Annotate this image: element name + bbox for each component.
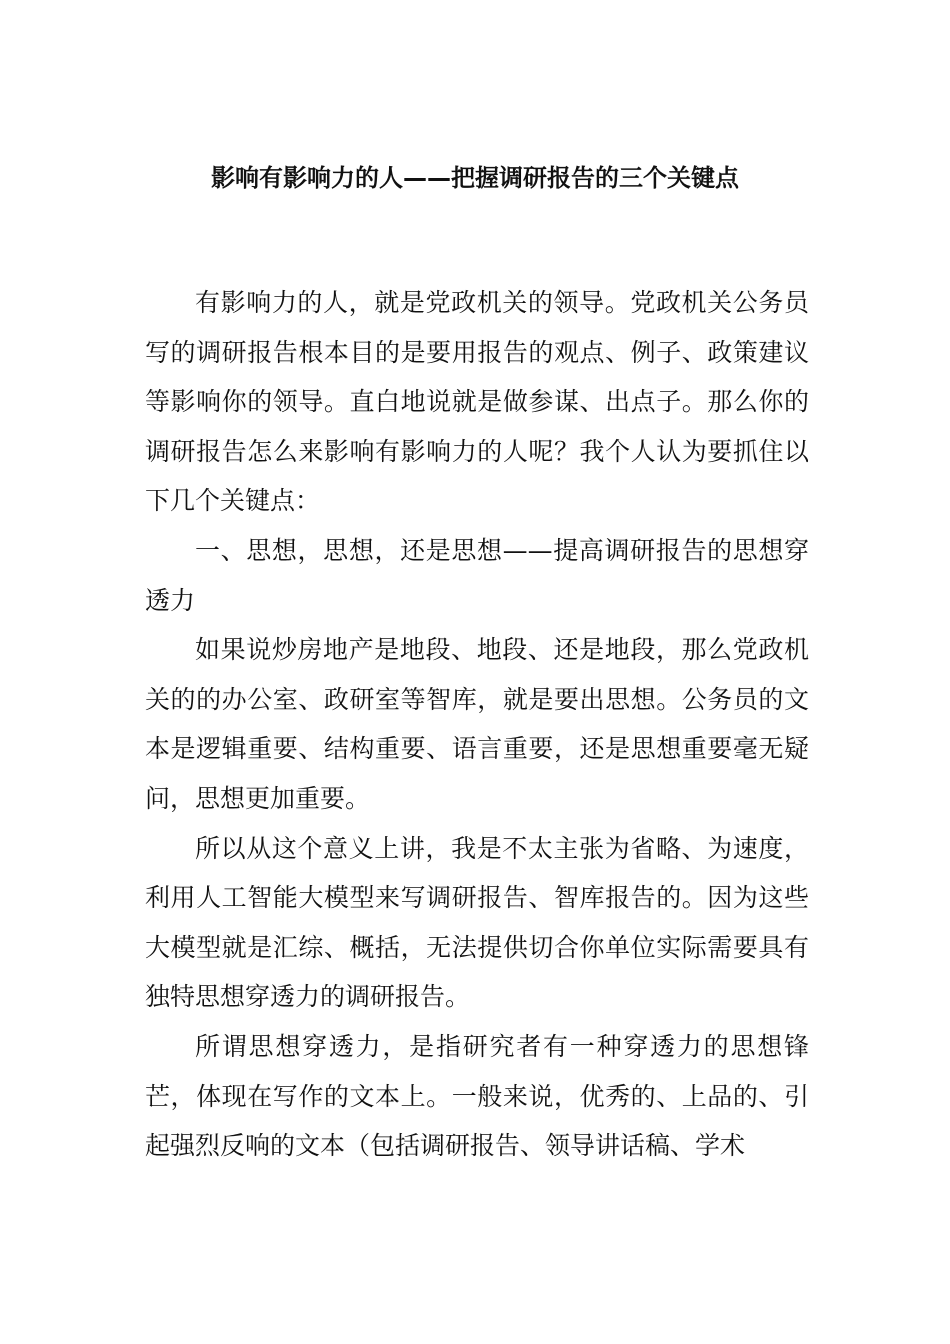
paragraph: 所谓思想穿透力，是指研究者有一种穿透力的思想锋芒，体现在写作的文本上。一般来说，优秀的、上品的、引起强烈反响的文本（包括调研报告、领导讲话稿、学术 bbox=[145, 1031, 809, 1161]
section-heading-1: 一、思想，思想，还是思想——提高调研报告的思想穿透力 bbox=[145, 535, 809, 615]
paragraph: 所以从这个意义上讲，我是不太主张为省略、为速度，利用人工智能大模型来写调研报告、智库报告的。因为这些大模型就是汇综、概括，无法提供切合你单位实际需要具有独特思想穿透力的调研报告。 bbox=[145, 833, 809, 1012]
paragraph-intro: 有影响力的人，就是党政机关的领导。党政机关公务员写的调研报告根本目的是要用报告的观点、例子、政策建议等影响你的领导。直白地说就是做参谋、出点子。那么你的调研报告怎么来影响有影响力的人呢？我个人认为要抓住以下几个关键点： bbox=[145, 288, 809, 516]
document-body bbox=[145, 278, 809, 1171]
paragraph: 如果说炒房地产是地段、地段、还是地段，那么党政机关的的办公室、政研室等智库，就是要出思想。公务员的文本是逻辑重要、结构重要、语言重要，还是思想重要毫无疑问，思想更加重要。 bbox=[145, 635, 809, 813]
document-title: 影响有影响力的人——把握调研报告的三个关键点 bbox=[211, 164, 739, 192]
